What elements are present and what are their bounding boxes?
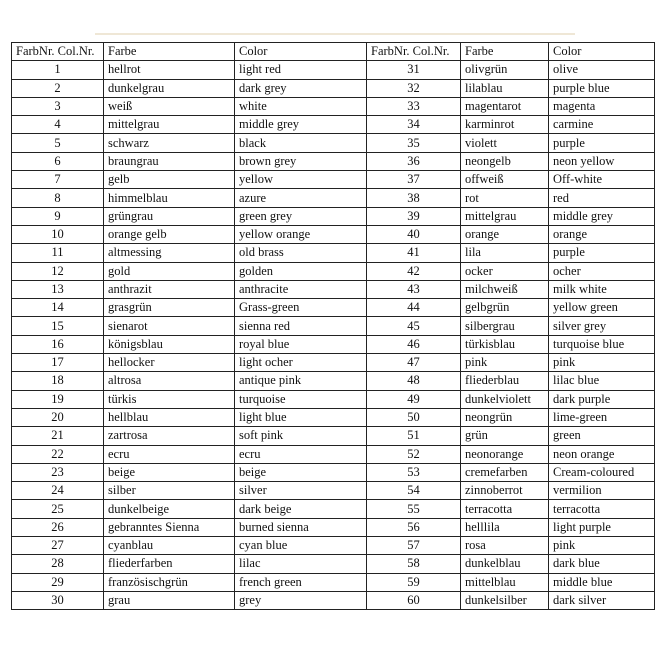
cell-color-right: dark purple xyxy=(549,390,655,408)
cell-farbe-right: dunkelsilber xyxy=(461,591,549,609)
cell-farbe-right: lila xyxy=(461,244,549,262)
cell-farbe-right: grün xyxy=(461,427,549,445)
cell-color-left: royal blue xyxy=(235,335,367,353)
cell-number-right: 56 xyxy=(367,518,461,536)
cell-color-left: light red xyxy=(235,61,367,79)
cell-farbe-right: offweiß xyxy=(461,171,549,189)
cell-number-right: 37 xyxy=(367,171,461,189)
cell-farbe-left: anthrazit xyxy=(104,280,235,298)
header-farbe-left: Farbe xyxy=(104,43,235,61)
cell-number-right: 47 xyxy=(367,354,461,372)
cell-farbe-right: dunkelviolett xyxy=(461,390,549,408)
cell-number-right: 31 xyxy=(367,61,461,79)
cell-number-right: 33 xyxy=(367,97,461,115)
cell-number-right: 36 xyxy=(367,152,461,170)
cell-number-right: 53 xyxy=(367,463,461,481)
cell-number-left: 7 xyxy=(12,171,104,189)
cell-number-right: 58 xyxy=(367,555,461,573)
table-row xyxy=(12,116,655,134)
cell-number-left: 23 xyxy=(12,463,104,481)
cell-color-right: magenta xyxy=(549,97,655,115)
cell-number-left: 3 xyxy=(12,97,104,115)
cell-farbe-right: neonorange xyxy=(461,445,549,463)
cell-color-right: terracotta xyxy=(549,500,655,518)
cell-number-left: 8 xyxy=(12,189,104,207)
cell-number-right: 32 xyxy=(367,79,461,97)
header-farbe-right: Farbe xyxy=(461,43,549,61)
cell-farbe-right: mittelgrau xyxy=(461,207,549,225)
cell-farbe-left: grasgrün xyxy=(104,299,235,317)
cell-farbe-right: lilablau xyxy=(461,79,549,97)
cell-farbe-left: dunkelbeige xyxy=(104,500,235,518)
cell-number-right: 39 xyxy=(367,207,461,225)
cell-color-right: lilac blue xyxy=(549,372,655,390)
cell-number-left: 21 xyxy=(12,427,104,445)
cell-number-left: 4 xyxy=(12,116,104,134)
cell-number-right: 40 xyxy=(367,225,461,243)
table-row xyxy=(12,225,655,243)
cell-farbe-left: dunkelgrau xyxy=(104,79,235,97)
cell-color-left: soft pink xyxy=(235,427,367,445)
cell-color-left: brown grey xyxy=(235,152,367,170)
cell-color-right: middle grey xyxy=(549,207,655,225)
cell-farbe-left: altrosa xyxy=(104,372,235,390)
cell-number-right: 43 xyxy=(367,280,461,298)
cell-farbe-right: magentarot xyxy=(461,97,549,115)
cell-color-right: olive xyxy=(549,61,655,79)
cell-color-left: yellow orange xyxy=(235,225,367,243)
cell-farbe-right: pink xyxy=(461,354,549,372)
cell-number-right: 52 xyxy=(367,445,461,463)
cell-color-left: azure xyxy=(235,189,367,207)
table-row xyxy=(12,463,655,481)
cell-color-right: milk white xyxy=(549,280,655,298)
cell-farbe-right: zinnoberrot xyxy=(461,482,549,500)
cell-farbe-left: zartrosa xyxy=(104,427,235,445)
cell-farbe-left: königsblau xyxy=(104,335,235,353)
cell-color-right: silver grey xyxy=(549,317,655,335)
cell-farbe-left: sienarot xyxy=(104,317,235,335)
cell-number-left: 19 xyxy=(12,390,104,408)
cell-farbe-left: mittelgrau xyxy=(104,116,235,134)
cell-farbe-left: silber xyxy=(104,482,235,500)
cell-farbe-left: himmelblau xyxy=(104,189,235,207)
cell-color-right: orange xyxy=(549,225,655,243)
cell-color-left: cyan blue xyxy=(235,537,367,555)
cell-farbe-left: französischgrün xyxy=(104,573,235,591)
cell-farbe-left: fliederfarben xyxy=(104,555,235,573)
header-number-left: FarbNr. Col.Nr. xyxy=(12,43,104,61)
table-row xyxy=(12,280,655,298)
cell-number-right: 42 xyxy=(367,262,461,280)
cell-farbe-right: rot xyxy=(461,189,549,207)
cell-color-right: ocher xyxy=(549,262,655,280)
cell-number-left: 5 xyxy=(12,134,104,152)
table-body xyxy=(12,61,655,610)
cell-color-right: Cream-coloured xyxy=(549,463,655,481)
cell-farbe-right: rosa xyxy=(461,537,549,555)
header-color-left: Color xyxy=(235,43,367,61)
table-row xyxy=(12,408,655,426)
cell-number-left: 27 xyxy=(12,537,104,555)
cell-color-right: pink xyxy=(549,537,655,555)
cell-farbe-left: orange gelb xyxy=(104,225,235,243)
table-row xyxy=(12,79,655,97)
cell-color-right: middle blue xyxy=(549,573,655,591)
cell-number-right: 41 xyxy=(367,244,461,262)
table-row xyxy=(12,372,655,390)
cell-number-left: 18 xyxy=(12,372,104,390)
cell-number-right: 60 xyxy=(367,591,461,609)
table-row xyxy=(12,555,655,573)
cell-color-left: turquoise xyxy=(235,390,367,408)
table-row xyxy=(12,427,655,445)
cell-color-left: ecru xyxy=(235,445,367,463)
cell-farbe-right: helllila xyxy=(461,518,549,536)
header-color-right: Color xyxy=(549,43,655,61)
cell-farbe-right: olivgrün xyxy=(461,61,549,79)
cell-color-left: middle grey xyxy=(235,116,367,134)
cell-number-right: 57 xyxy=(367,537,461,555)
cell-farbe-right: türkisblau xyxy=(461,335,549,353)
cell-farbe-left: weiß xyxy=(104,97,235,115)
cell-number-left: 14 xyxy=(12,299,104,317)
table-row xyxy=(12,244,655,262)
cell-number-left: 13 xyxy=(12,280,104,298)
table-row xyxy=(12,537,655,555)
cell-color-left: black xyxy=(235,134,367,152)
cell-farbe-left: gold xyxy=(104,262,235,280)
table-row xyxy=(12,207,655,225)
cell-color-left: yellow xyxy=(235,171,367,189)
cell-color-left: golden xyxy=(235,262,367,280)
table-row xyxy=(12,189,655,207)
cell-number-right: 50 xyxy=(367,408,461,426)
cell-number-left: 1 xyxy=(12,61,104,79)
cell-color-right: lime-green xyxy=(549,408,655,426)
cell-number-left: 11 xyxy=(12,244,104,262)
cell-farbe-left: ecru xyxy=(104,445,235,463)
cell-farbe-right: neongelb xyxy=(461,152,549,170)
cell-farbe-left: hellrot xyxy=(104,61,235,79)
cell-color-left: burned sienna xyxy=(235,518,367,536)
cell-number-right: 38 xyxy=(367,189,461,207)
table-row xyxy=(12,61,655,79)
cell-color-left: dark grey xyxy=(235,79,367,97)
cell-number-right: 44 xyxy=(367,299,461,317)
cell-number-left: 9 xyxy=(12,207,104,225)
table-row xyxy=(12,482,655,500)
cell-number-left: 2 xyxy=(12,79,104,97)
cell-farbe-left: hellocker xyxy=(104,354,235,372)
cell-farbe-right: gelbgrün xyxy=(461,299,549,317)
cell-farbe-right: violett xyxy=(461,134,549,152)
cell-farbe-right: dunkelblau xyxy=(461,555,549,573)
cell-color-left: light blue xyxy=(235,408,367,426)
cell-farbe-left: gelb xyxy=(104,171,235,189)
cell-number-left: 24 xyxy=(12,482,104,500)
cell-color-right: yellow green xyxy=(549,299,655,317)
cell-color-left: Grass-green xyxy=(235,299,367,317)
cell-farbe-left: braungrau xyxy=(104,152,235,170)
table-row xyxy=(12,354,655,372)
cell-color-left: lilac xyxy=(235,555,367,573)
cell-number-left: 28 xyxy=(12,555,104,573)
cell-farbe-left: gebranntes Sienna xyxy=(104,518,235,536)
cell-farbe-left: grüngrau xyxy=(104,207,235,225)
cell-color-right: purple xyxy=(549,244,655,262)
table-row xyxy=(12,500,655,518)
cell-color-right: dark silver xyxy=(549,591,655,609)
cell-number-left: 30 xyxy=(12,591,104,609)
cell-number-left: 10 xyxy=(12,225,104,243)
table-row xyxy=(12,262,655,280)
cell-number-left: 17 xyxy=(12,354,104,372)
cell-color-right: turquoise blue xyxy=(549,335,655,353)
cell-number-right: 48 xyxy=(367,372,461,390)
table-row xyxy=(12,335,655,353)
cell-color-left: old brass xyxy=(235,244,367,262)
cell-color-left: anthracite xyxy=(235,280,367,298)
table-row xyxy=(12,299,655,317)
table-row xyxy=(12,390,655,408)
cell-farbe-left: cyanblau xyxy=(104,537,235,555)
cell-color-left: dark beige xyxy=(235,500,367,518)
cell-color-left: grey xyxy=(235,591,367,609)
table-row xyxy=(12,591,655,609)
cell-number-left: 20 xyxy=(12,408,104,426)
cell-farbe-right: terracotta xyxy=(461,500,549,518)
cell-farbe-right: orange xyxy=(461,225,549,243)
cell-number-right: 46 xyxy=(367,335,461,353)
cell-number-left: 26 xyxy=(12,518,104,536)
cell-color-left: beige xyxy=(235,463,367,481)
cell-farbe-right: milchweiß xyxy=(461,280,549,298)
table-row xyxy=(12,97,655,115)
cell-color-right: light purple xyxy=(549,518,655,536)
cell-farbe-right: mittelblau xyxy=(461,573,549,591)
cell-farbe-left: beige xyxy=(104,463,235,481)
cell-color-left: light ocher xyxy=(235,354,367,372)
table-row xyxy=(12,445,655,463)
cell-farbe-left: türkis xyxy=(104,390,235,408)
cell-number-right: 35 xyxy=(367,134,461,152)
top-divider xyxy=(95,33,575,35)
cell-farbe-left: hellblau xyxy=(104,408,235,426)
cell-color-right: neon yellow xyxy=(549,152,655,170)
cell-color-right: red xyxy=(549,189,655,207)
cell-color-right: Off-white xyxy=(549,171,655,189)
cell-number-left: 12 xyxy=(12,262,104,280)
table-row xyxy=(12,518,655,536)
cell-color-left: french green xyxy=(235,573,367,591)
cell-number-left: 25 xyxy=(12,500,104,518)
cell-number-right: 55 xyxy=(367,500,461,518)
cell-farbe-right: neongrün xyxy=(461,408,549,426)
cell-number-right: 51 xyxy=(367,427,461,445)
cell-number-right: 34 xyxy=(367,116,461,134)
cell-number-right: 59 xyxy=(367,573,461,591)
cell-color-right: vermilion xyxy=(549,482,655,500)
table-row xyxy=(12,134,655,152)
cell-number-left: 29 xyxy=(12,573,104,591)
header-number-right: FarbNr. Col.Nr. xyxy=(367,43,461,61)
header-row xyxy=(12,43,655,61)
cell-farbe-left: altmessing xyxy=(104,244,235,262)
table-row xyxy=(12,171,655,189)
cell-color-left: antique pink xyxy=(235,372,367,390)
cell-color-left: sienna red xyxy=(235,317,367,335)
cell-color-right: green xyxy=(549,427,655,445)
cell-farbe-right: silbergrau xyxy=(461,317,549,335)
cell-color-left: green grey xyxy=(235,207,367,225)
cell-color-right: dark blue xyxy=(549,555,655,573)
cell-farbe-left: schwarz xyxy=(104,134,235,152)
cell-color-right: purple blue xyxy=(549,79,655,97)
cell-number-left: 16 xyxy=(12,335,104,353)
table-row xyxy=(12,317,655,335)
cell-number-right: 49 xyxy=(367,390,461,408)
cell-number-left: 22 xyxy=(12,445,104,463)
cell-color-left: white xyxy=(235,97,367,115)
cell-farbe-right: karminrot xyxy=(461,116,549,134)
cell-color-left: silver xyxy=(235,482,367,500)
cell-number-right: 45 xyxy=(367,317,461,335)
cell-number-left: 15 xyxy=(12,317,104,335)
cell-color-right: pink xyxy=(549,354,655,372)
color-table xyxy=(11,42,655,610)
cell-number-left: 6 xyxy=(12,152,104,170)
cell-farbe-right: fliederblau xyxy=(461,372,549,390)
cell-color-right: neon orange xyxy=(549,445,655,463)
table-row xyxy=(12,573,655,591)
cell-color-right: carmine xyxy=(549,116,655,134)
cell-farbe-right: cremefarben xyxy=(461,463,549,481)
cell-farbe-left: grau xyxy=(104,591,235,609)
table-row xyxy=(12,152,655,170)
cell-number-right: 54 xyxy=(367,482,461,500)
cell-farbe-right: ocker xyxy=(461,262,549,280)
cell-color-right: purple xyxy=(549,134,655,152)
